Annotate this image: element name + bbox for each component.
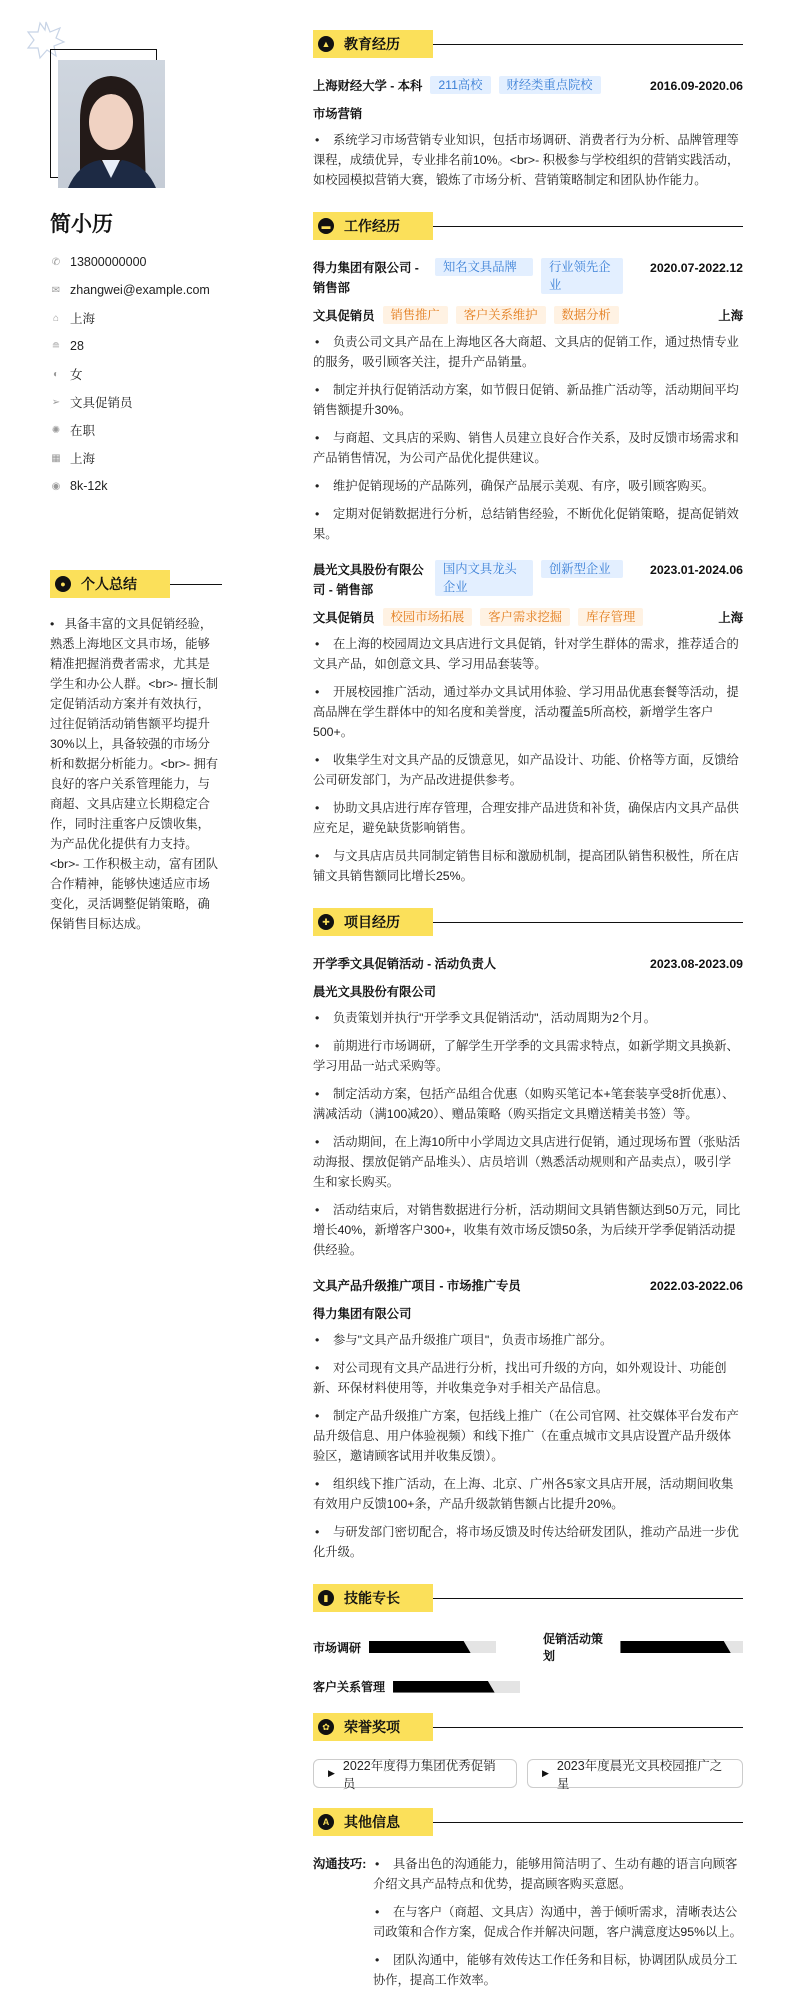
skill-tag: 客户需求挖掘 (480, 608, 570, 626)
summary-text: • 具备丰富的文具促销经验，熟悉上海地区文具市场，能够精准把握消费者需求，尤其是学生和办公人群。<br>- 擅长制定促销活动方案并有效执行，过往促销活动销售额平均提升30%以上，具备较强的市场分析和数据分析能力。<br>- 拥有良好的客户关系管理能力，与商超、文具店建立长期稳定合作，同时注重客户反馈收集，为产品优化提供有力支持。<br>- 工作积极主动，富有团队合作精神，能够快速适应市场变化，灵活调整促销策略，确保销售目标达成。 (50, 617, 219, 931)
skill-name: 促销活动策划 (543, 1632, 604, 1663)
money-icon: ◉ (51, 480, 61, 492)
job-role: 文具促销员 (313, 611, 375, 625)
skill-bar (369, 1641, 496, 1653)
grid-icon: ✚ (318, 914, 334, 930)
award-item (313, 1758, 517, 1791)
work-section (313, 212, 743, 886)
contact-value: 8k-12k (70, 479, 108, 493)
projects-section (313, 908, 743, 1562)
candidate-name: 简小历 (50, 213, 113, 236)
bullet-item: • 制定活动方案，包括产品组合优惠（如购买笔记本+笔套装享受8折优惠）、满减活动（满100减20）、赠品策略（购买指定文具赠送精美书签）等。 (313, 1084, 743, 1124)
bullet-list (313, 332, 743, 544)
skill-bar (393, 1681, 520, 1693)
skill-name: 市场调研 (313, 1640, 362, 1655)
section-title: 其他信息 (344, 1814, 400, 1830)
home-icon: ⌂ (52, 312, 60, 324)
job-city: 上海 (718, 611, 743, 625)
award-icon: ✿ (318, 1719, 334, 1735)
bullet-item: • 与研发部门密切配合，将市场反馈及时传达给研发团队，推动产品进一步优化升级。 (313, 1522, 743, 1562)
bullet-item: • 制定产品升级推广方案，包括线上推广（在公司官网、社交媒体平台发布产品升级信息、用户体验视频）和线下推广（在重点城市文具店设置产品升级体验区，邀请顾客试用并收集反馈）。 (313, 1406, 743, 1466)
contact-item (50, 472, 210, 500)
contact-value: 13800000000 (70, 255, 147, 269)
bullet-item: • 协助文具店进行库存管理，合理安排产品进货和补货，确保店内文具产品供应充足，避免缺货影响销售。 (313, 798, 743, 838)
divider (433, 44, 743, 45)
main-content (313, 30, 743, 1998)
skill-item (313, 1630, 528, 1664)
section-header (313, 908, 743, 936)
bullet-list (313, 1330, 743, 1562)
skill-bar (620, 1641, 743, 1653)
other-section (313, 1808, 743, 1998)
bullet-item: • 制定并执行促销活动方案，如节假日促销、新品推广活动等，活动期间平均销售额提升30%。 (313, 380, 743, 420)
skills-section (313, 1584, 743, 1695)
building-icon: ▦ (51, 452, 61, 464)
contact-item (50, 416, 210, 444)
bullet-list (313, 130, 743, 190)
company-name: 晨光文具股份有限公司 - 销售部 (313, 563, 424, 597)
divider (433, 226, 743, 227)
skill-tag: 校园市场拓展 (383, 608, 473, 626)
contact-item (50, 276, 210, 304)
honors-section (313, 1713, 743, 1791)
bullet-list (313, 634, 743, 886)
graduation-cap-icon: ▲ (318, 36, 334, 52)
section-title: 荣誉奖项 (344, 1719, 400, 1735)
date-range: 2022.03-2022.06 (650, 1279, 743, 1293)
major: 市场营销 (313, 107, 363, 121)
bullet-list (373, 1854, 743, 1998)
project-org: 得力集团有限公司 (313, 1307, 412, 1321)
avatar (58, 60, 165, 188)
briefcase-icon: ▬ (318, 218, 334, 234)
bullet-item: • 负责策划并执行"开学季文具促销活动"，活动周期为2个月。 (313, 1008, 743, 1028)
skill-bar-fill (369, 1641, 471, 1653)
bullet-item: • 在与客户（商超、文具店）沟通中，善于倾听需求，清晰表达公司政策和合作方案，促成合作并解决问题，客户满意度达95%以上。 (373, 1902, 743, 1942)
skill-tag: 销售推广 (383, 306, 448, 324)
bullet-item: • 团队沟通中，能够有效传达工作任务和目标，协调团队成员分工协作，提高工作效率。 (373, 1950, 743, 1990)
job-entry (313, 560, 743, 886)
bullet-item: • 收集学生对文具产品的反馈意见，如产品设计、功能、价格等方面，反馈给公司研发部门，为产品改进提供参考。 (313, 750, 743, 790)
award-name: 2023年度晨光文具校园推广之星 (556, 1758, 723, 1791)
triangle-icon: ▶ (541, 1768, 549, 1778)
contact-item (50, 444, 210, 472)
contact-item (50, 248, 210, 276)
status-icon: ✺ (51, 424, 61, 436)
skill-name: 客户关系管理 (313, 1680, 386, 1694)
section-header (50, 570, 170, 598)
skill-tag: 客户关系维护 (456, 306, 546, 324)
cake-icon: ≘ (51, 340, 61, 352)
contact-value: 28 (70, 339, 84, 353)
divider (170, 584, 222, 585)
contact-item (50, 332, 210, 360)
bullet-item: • 具备出色的沟通能力，能够用简洁明了、生动有趣的语言向顾客介绍文具产品特点和优势，提高顾客购买意愿。 (373, 1854, 743, 1894)
skill-item (313, 1678, 528, 1695)
section-header (313, 1713, 743, 1741)
contact-list (50, 248, 210, 500)
mail-icon: ✉ (51, 284, 61, 296)
school-tag: 财经类重点院校 (499, 76, 601, 94)
divider (433, 1598, 743, 1599)
skill-bar-fill (393, 1681, 495, 1693)
section-title: 工作经历 (344, 218, 400, 234)
gender-icon: ◐ (52, 368, 60, 380)
contact-item (50, 304, 210, 332)
company-tag: 知名文具品牌 (435, 258, 533, 276)
contact-item (50, 388, 210, 416)
school-name: 上海财经大学 - 本科 (313, 79, 423, 93)
section-header (313, 212, 743, 240)
bullet-item: • 活动结束后，对销售数据进行分析，活动期间文具销售额达到50万元，同比增长40%，新增客户300+，收集有效市场反馈50条，为后续开学季促销活动提供经验。 (313, 1200, 743, 1260)
bullet-item: • 在上海的校园周边文具店进行文具促销，针对学生群体的需求，推荐适合的文具产品，如创意文具、学习用品套装等。 (313, 634, 743, 674)
bullet-item: • 定期对促销数据进行分析，总结销售经验，不断优化促销策略，提高促销效果。 (313, 504, 743, 544)
project-name: 文具产品升级推广项目 - 市场推广专员 (313, 1279, 521, 1293)
section-header (313, 1584, 743, 1612)
date-range: 2020.07-2022.12 (650, 261, 743, 275)
bullet-item: • 对公司现有文具产品进行分析，找出可升级的方向，如外观设计、功能创新、环保材料使用等，并收集竞争对手相关产品信息。 (313, 1358, 743, 1398)
section-title: 教育经历 (344, 36, 400, 52)
section-title: 技能专长 (344, 1590, 400, 1606)
bullet-item: • 系统学习市场营销专业知识，包括市场调研、消费者行为分析、品牌管理等课程，成绩优异，专业排名前10%。<br>- 积极参与学校组织的营销实践活动，如校园模拟营销大赛，锻炼了市场分析、营销策略制定和团队协作能力。 (313, 130, 743, 190)
education-section (313, 30, 743, 190)
skill-bar-fill (620, 1641, 730, 1653)
job-city: 上海 (718, 309, 743, 323)
bullet-item: • 开展校园推广活动，通过举办文具试用体验、学习用品优惠套餐等活动，提高品牌在学生群体中的知名度和美誉度，活动覆盖5所高校，新增学生客户500+。 (313, 682, 743, 742)
project-entry (313, 954, 743, 1260)
contact-value: 上海 (70, 452, 96, 466)
job-role: 文具促销员 (313, 309, 375, 323)
section-header (313, 1808, 743, 1836)
bullet-item: • 组织线下推广活动，在上海、北京、广州各5家文具店开展，活动期间收集有效用户反馈100+条，产品升级款销售额占比提升20%。 (313, 1474, 743, 1514)
contact-item (50, 360, 210, 388)
summary-section (50, 570, 222, 934)
school-tag: 211高校 (430, 76, 490, 94)
date-range: 2023.01-2024.06 (650, 563, 743, 577)
bullet-item: • 前期进行市场调研，了解学生开学季的文具需求特点，如新学期文具换新、学习用品一站式采购等。 (313, 1036, 743, 1076)
send-icon: ➢ (51, 396, 61, 408)
company-tag: 创新型企业 (541, 560, 623, 578)
date-range: 2016.09-2020.06 (650, 79, 743, 93)
section-header (313, 30, 743, 58)
section-title: 个人总结 (81, 576, 137, 592)
phone-icon: ✆ (51, 256, 61, 268)
bullet-item: • 与文具店店员共同制定销售目标和激励机制，提高团队销售积极性，所在店铺文具销售额同比增长25%。 (313, 846, 743, 886)
bullet-item: • 负责公司文具产品在上海地区各大商超、文具店的促销工作，通过热情专业的服务，吸引顾客关注，提升产品销量。 (313, 332, 743, 372)
bullet-item: • 参与"文具产品升级推广项目"，负责市场推广部分。 (313, 1330, 743, 1350)
project-org: 晨光文具股份有限公司 (313, 985, 436, 999)
contact-value: 在职 (70, 424, 96, 438)
company-name: 得力集团有限公司 - 销售部 (313, 261, 419, 295)
contact-value: zhangwei@example.com (70, 283, 210, 297)
divider (433, 1727, 743, 1728)
bullet-item: • 与商超、文具店的采购、销售人员建立良好合作关系，及时反馈市场需求和产品销售情况，为公司产品优化提供建议。 (313, 428, 743, 468)
project-name: 开学季文具促销活动 - 活动负责人 (313, 957, 497, 971)
summary-body: 具备丰富的文具促销经验，熟悉上海地区文具市场，能够精准把握消费者需求，尤其是学生和办公人群。<br>- 擅长制定促销活动方案并有效执行，过往促销活动销售额平均提升30%以上，具备较强的市场分析和数据分析能力。<br>- 拥有良好的客户关系管理能力，与商超、文具店建立长期稳定合作，同时注重客户反馈收集，为产品优化提供有力支持。<br>- 工作积极主动，富有团队合作精神，能够快速适应市场变化，灵活调整促销策略，确保销售目标达成。 (50, 617, 219, 931)
skill-tag: 数据分析 (554, 306, 619, 324)
triangle-icon: ▶ (328, 1768, 335, 1778)
date-range: 2023.08-2023.09 (650, 957, 743, 971)
divider (433, 1822, 743, 1823)
divider (433, 922, 743, 923)
contact-value: 女 (70, 368, 83, 382)
company-tag: 行业领先企业 (541, 258, 623, 294)
skill-item (528, 1630, 743, 1664)
bullet-list (313, 1008, 743, 1260)
award-name: 2022年度得力集团优秀促销员 (342, 1758, 496, 1791)
other-label: 沟通技巧: (313, 1857, 367, 1871)
info-icon: A (318, 1814, 334, 1830)
contact-value: 上海 (70, 312, 96, 326)
project-entry (313, 1276, 743, 1562)
award-item (527, 1758, 743, 1791)
contact-value: 文具促销员 (70, 396, 133, 410)
skill-tag: 库存管理 (578, 608, 643, 626)
user-icon: ● (55, 576, 71, 592)
chart-icon: ▮ (318, 1590, 334, 1606)
bullet-item: • 维护促销现场的产品陈列，确保产品展示美观、有序，吸引顾客购买。 (313, 476, 743, 496)
job-entry (313, 258, 743, 544)
bullet-item: • 活动期间，在上海10所中小学周边文具店进行促销，通过现场布置（张贴活动海报、摆放促销产品堆头）、店员培训（熟悉活动规则和产品卖点），吸引学生和家长购买。 (313, 1132, 743, 1192)
section-title: 项目经历 (344, 914, 400, 930)
company-tag: 国内文具龙头企业 (435, 560, 533, 596)
